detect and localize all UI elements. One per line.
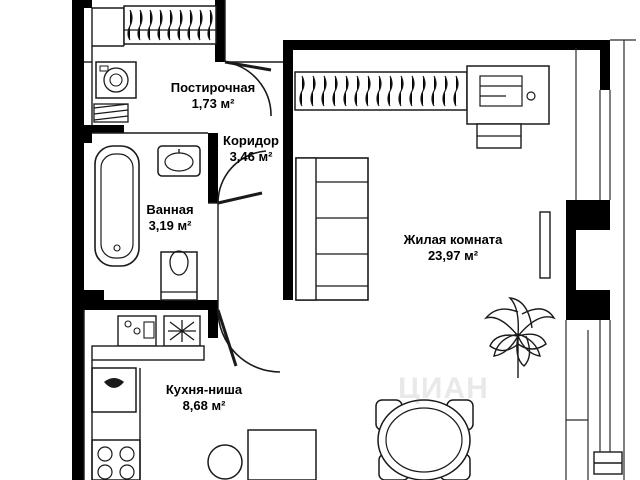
washing-machine-icon xyxy=(96,62,136,98)
room-area: 23,97 м² xyxy=(427,248,479,264)
cooktop-burners-icon xyxy=(92,440,140,480)
room-label-laundry xyxy=(133,80,293,113)
potted-plant-icon xyxy=(486,298,554,378)
room-label-living xyxy=(373,232,533,265)
room-area: 3,19 м² xyxy=(148,218,192,234)
room-label-bathroom xyxy=(100,202,240,235)
door-kitchen xyxy=(218,310,280,372)
room-label-corridor xyxy=(181,133,321,166)
desk-icon xyxy=(467,66,549,148)
room-label-kitchen xyxy=(129,382,279,415)
room-name: Постирочная xyxy=(170,80,256,95)
radiator-icon xyxy=(594,452,622,474)
wardrobe-icon xyxy=(295,72,467,110)
balcony-glazing-icon xyxy=(600,90,610,452)
sofa-icon xyxy=(296,158,368,300)
wardrobe-icon xyxy=(124,6,216,44)
kitchen-sink-icon xyxy=(118,316,156,346)
dining-table-icon xyxy=(376,400,473,480)
room-area: 1,73 м² xyxy=(191,96,235,112)
room-area: 8,68 м² xyxy=(182,398,226,414)
room-name: Кухня-ниша xyxy=(165,382,243,397)
laundry-shelf-icon xyxy=(94,104,128,122)
room-name: Жилая комната xyxy=(403,232,503,247)
tv-icon xyxy=(540,212,550,278)
cooktop-icon xyxy=(164,316,200,346)
room-name: Коридор xyxy=(223,133,279,148)
kitchen-table-icon xyxy=(248,430,316,480)
kitchen-stool-icon xyxy=(208,445,242,479)
room-name: Ванная xyxy=(146,202,194,217)
room-area: 3,46 м² xyxy=(229,149,273,165)
watermark: ЦИАН xyxy=(398,372,489,405)
toilet-icon xyxy=(161,251,197,300)
